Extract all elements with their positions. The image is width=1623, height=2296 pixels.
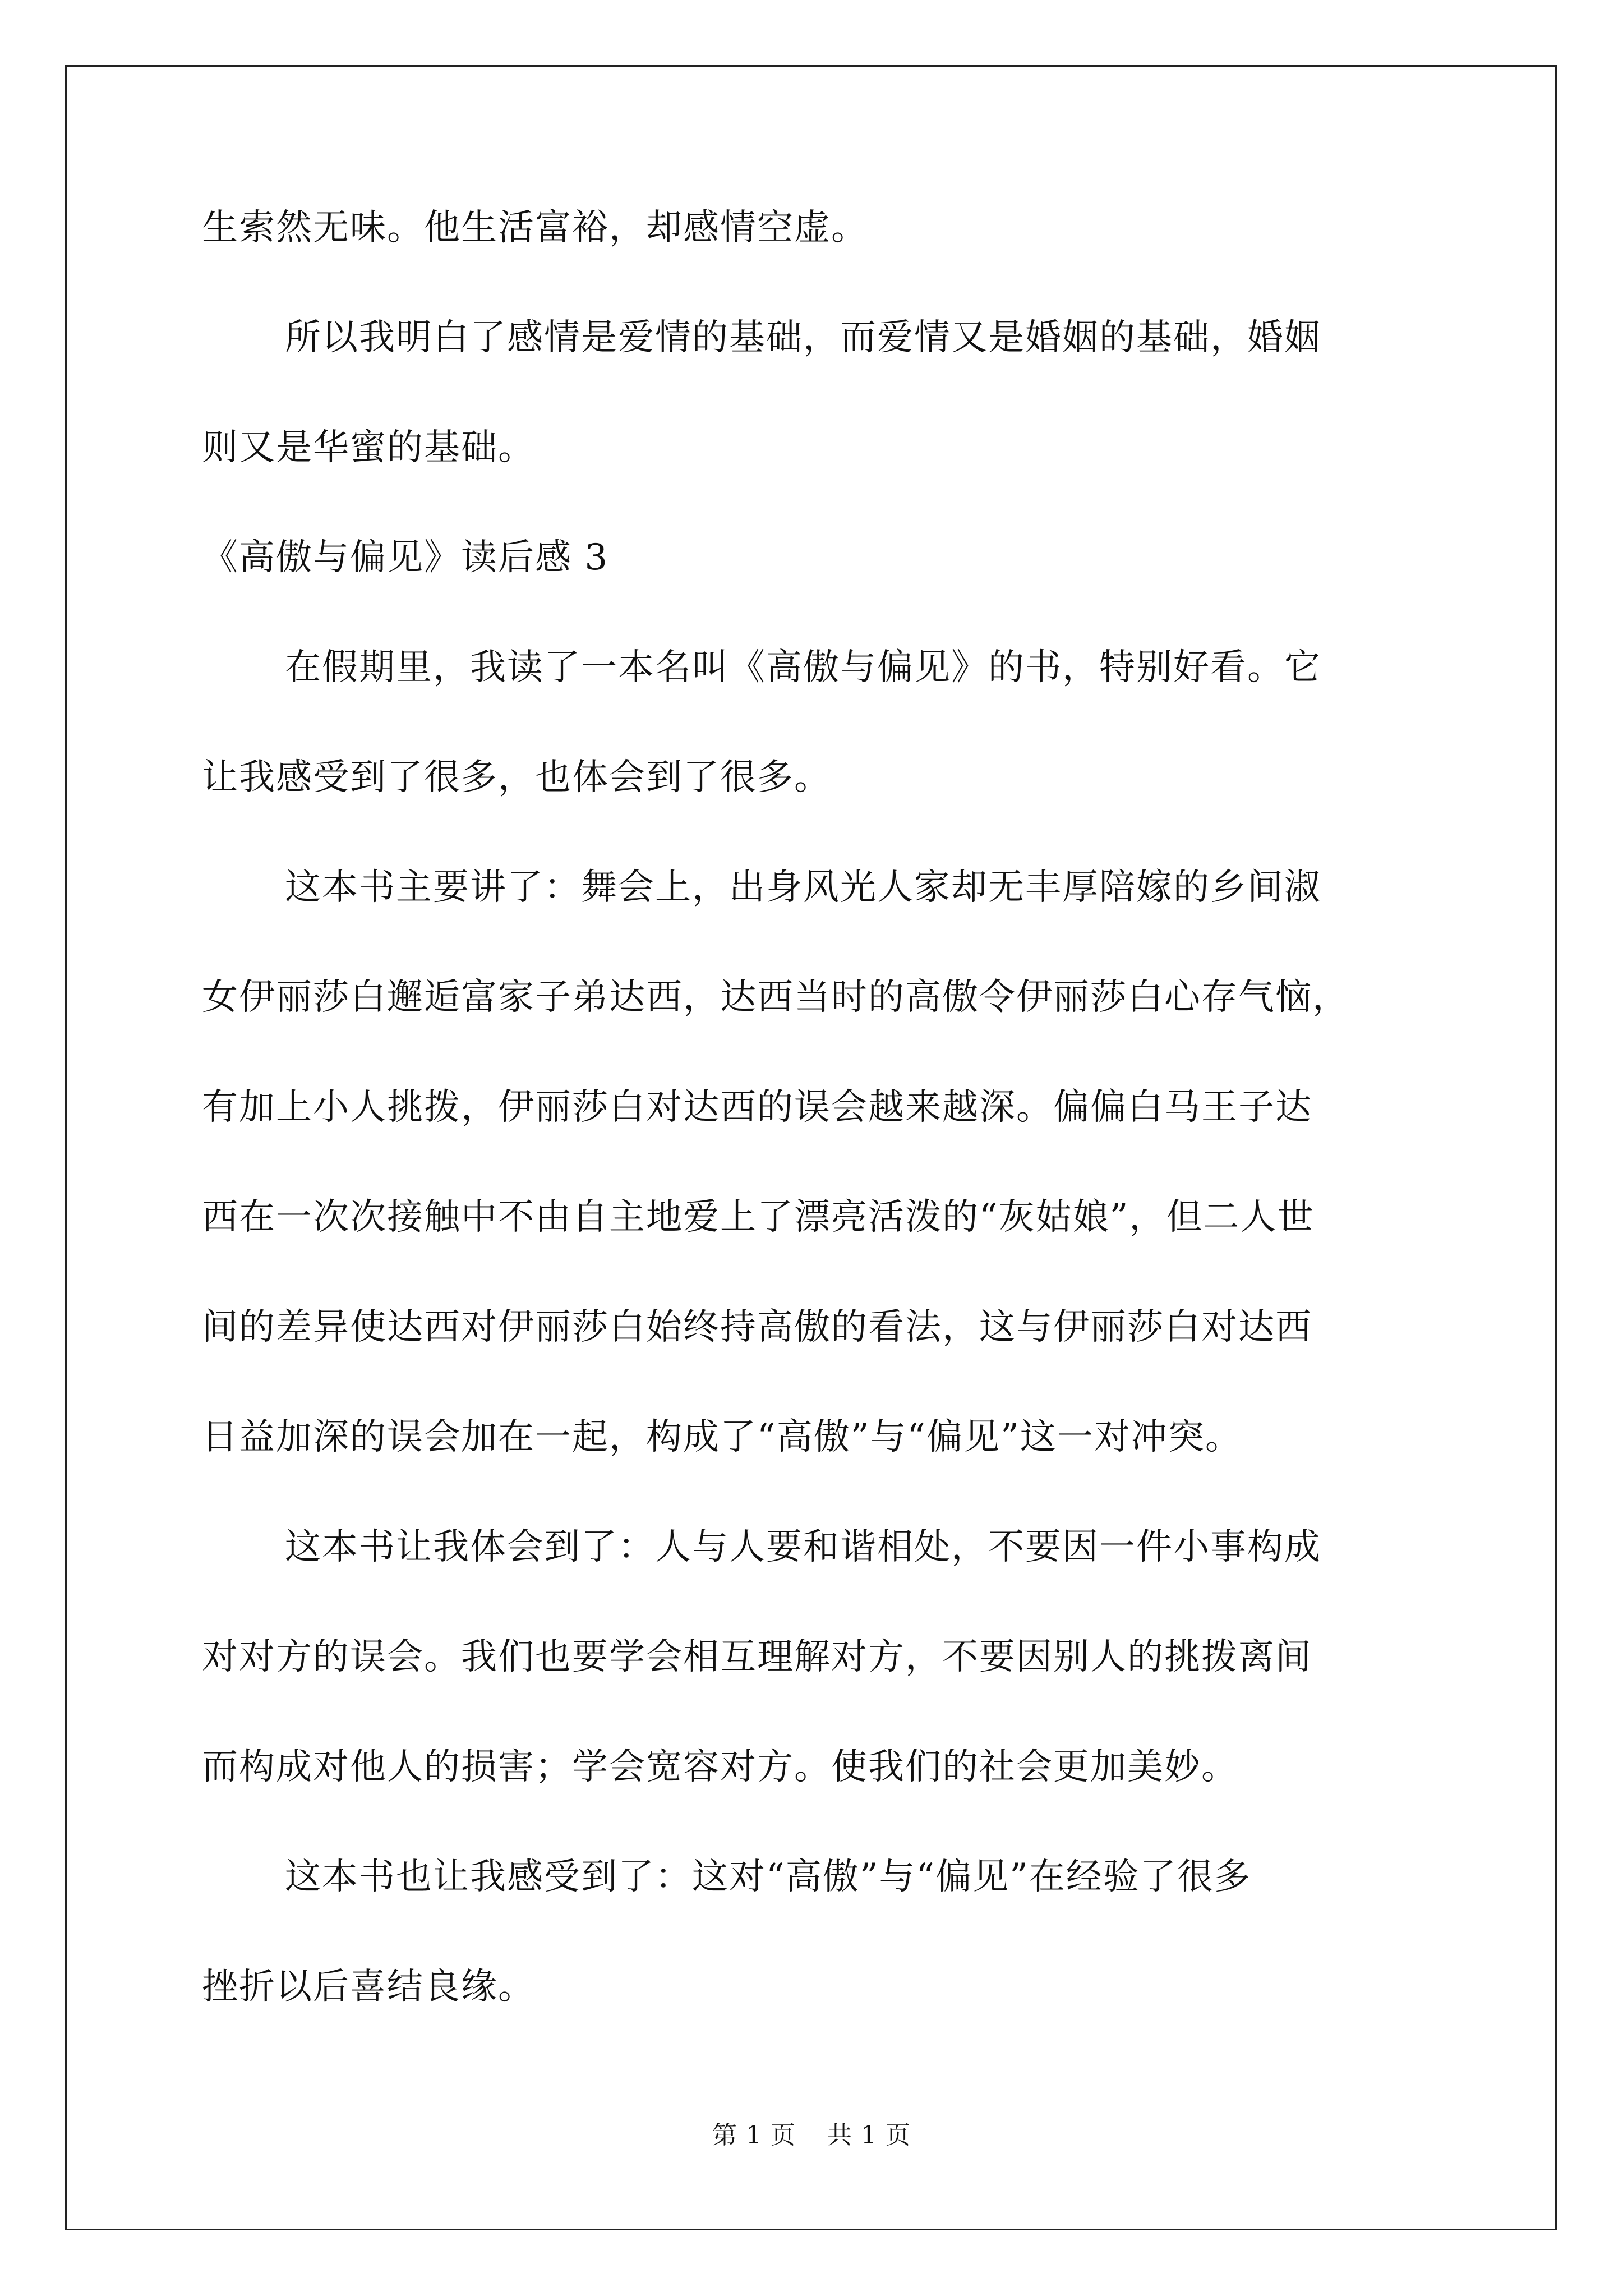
paragraph-first-line: 在假期里，我读了一本名叫《高傲与偏见》的书，特别好看。它 — [285, 647, 1321, 688]
text-line: 挫折以后喜结良缘。 — [202, 1966, 535, 2008]
paragraph-first-line: 这本书主要讲了：舞会上，出身风光人家却无丰厚陪嫁的乡间淑 — [285, 867, 1321, 908]
section-heading: 《高傲与偏见》读后感 3 — [202, 537, 609, 578]
page-border — [65, 65, 1557, 2230]
text-line: 有加上小人挑拨，伊丽莎白对达西的误会越来越深。偏偏白马王子达 — [202, 1087, 1312, 1128]
text-line: 日益加深的误会加在一起，构成了“高傲”与“偏见”这一对冲突。 — [202, 1416, 1242, 1458]
text-line: 女伊丽莎白邂逅富家子弟达西，达西当时的高傲令伊丽莎白心存气恼， — [202, 977, 1349, 1018]
page-total: 共 1 页 — [827, 2121, 911, 2150]
text-line: 对对方的误会。我们也要学会相互理解对方，不要因别人的挑拨离间 — [202, 1636, 1312, 1678]
paragraph-first-line: 所以我明白了感情是爱情的基础，而爱情又是婚姻的基础，婚姻 — [285, 317, 1321, 358]
paragraph-first-line: 这本书也让我感受到了：这对“高傲”与“偏见”在经验了很多 — [285, 1856, 1251, 1898]
page-number: 第 1 页 — [712, 2121, 796, 2150]
page-footer — [0, 2119, 1623, 2152]
text-line: 西在一次次接触中不由自主地爱上了漂亮活泼的“灰姑娘”，但二人世 — [202, 1197, 1315, 1238]
text-line: 则又是华蜜的基础。 — [202, 427, 535, 468]
text-line: 而构成对他人的损害；学会宽容对方。使我们的社会更加美妙。 — [202, 1746, 1238, 1788]
text-line: 生索然无味。他生活富裕，却感情空虚。 — [202, 207, 868, 249]
paragraph-first-line: 这本书让我体会到了：人与人要和谐相处，不要因一件小事构成 — [285, 1526, 1321, 1568]
text-line: 间的差异使达西对伊丽莎白始终持高傲的看法，这与伊丽莎白对达西 — [202, 1306, 1312, 1348]
text-line: 让我感受到了很多，也体会到了很多。 — [202, 757, 831, 798]
